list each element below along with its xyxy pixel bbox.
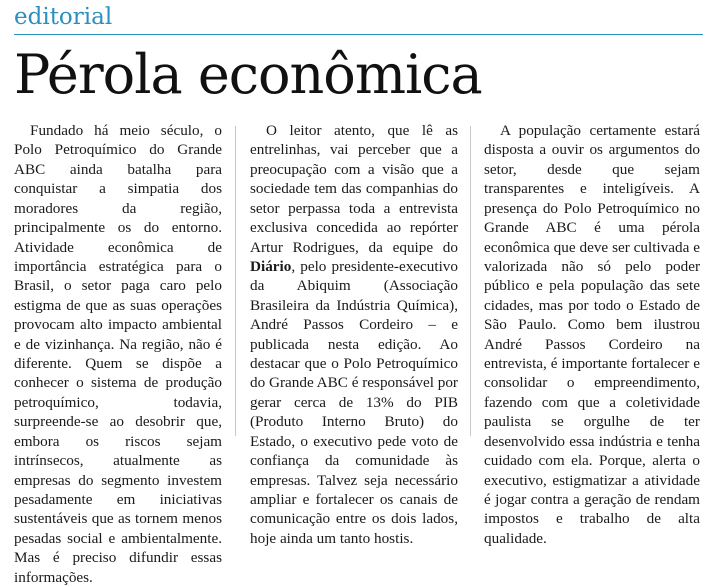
newspaper-name: Diário bbox=[250, 257, 292, 275]
section-label: editorial bbox=[14, 4, 113, 30]
paragraph: Fundado há meio século, o Polo Petroquímico do Grande ABC ainda batalha para conquistar a simpatia dos moradores da região, principalmente os do entorno. Atividade econômica de importância estratégica para o Brasil, o setor paga caro pelo estigma de que as suas operações provocam alto impacto ambiental e de vizinhança. Na região, não é diferente. Quem se dispõe a conhecer o sistema de produção petroquímico, todavia, surpreende-se ao desobrir que, embora os riscos sejam intrínsecos, atualmente as empresas do segmento investem pesadamente em iniciativas sustentáveis que as tornem menos pesadas social e ambientalmente. Mas é preciso difundir essas informações. bbox=[14, 122, 222, 586]
paragraph bbox=[250, 121, 458, 548]
paragraph-text: O leitor atento, que lê as entrelinhas, vai perceber que a preocupação com a visão que a sociedade tem das companhias do setor perpassa toda a entrevista exclusiva concedida ao repórter Artur Rodrigues, da equipe do bbox=[250, 122, 458, 256]
paragraph-text: , pelo presidente-executivo da Abiquim (Associação Brasileira da Indústria Química), André Passos Cordeiro – e publicada nesta edição. Ao destacar que o Polo Petroquímico do Grande ABC é responsável por gerar cerca de 13% do PIB (Produto Interno Bruto) do Estado, o executivo pede voto de confiança da comunidade às empresas. Talvez seja necessário ampliar e fortalecer os canais de comunicação entre os dois lados, hoje ainda um tanto hostis. bbox=[250, 257, 458, 547]
paragraph: A população certamente estará disposta a ouvir os argumentos do setor, desde que sejam transparentes e inteligíveis. A presença do Polo Petroquímico no Grande ABC é uma pérola econômica que deve ser cultivada e valorizada não só pelo poder público e pela população das sete cidades, mas por todo o Estado de São Paulo. Como bem ilustrou André Passos Cordeiro na entrevista, é importante fortalecer e consolidar o empreendimento, fazendo com que a coletividade paulista se orgulhe de ter desenvolvido essa indústria e tenha cuidado com ela. Porque, alerta o executivo, estigmatizar a atividade é jogar contra a geração de rendam impostos e trabalho de alta qualidade. bbox=[484, 122, 700, 547]
column-divider bbox=[235, 126, 236, 436]
article-column-2 bbox=[250, 121, 458, 548]
headline: Pérola econômica bbox=[14, 43, 482, 106]
column-divider bbox=[470, 126, 471, 436]
section-rule bbox=[14, 34, 703, 35]
article-column-1 bbox=[14, 121, 222, 587]
article-column-3 bbox=[484, 121, 700, 548]
